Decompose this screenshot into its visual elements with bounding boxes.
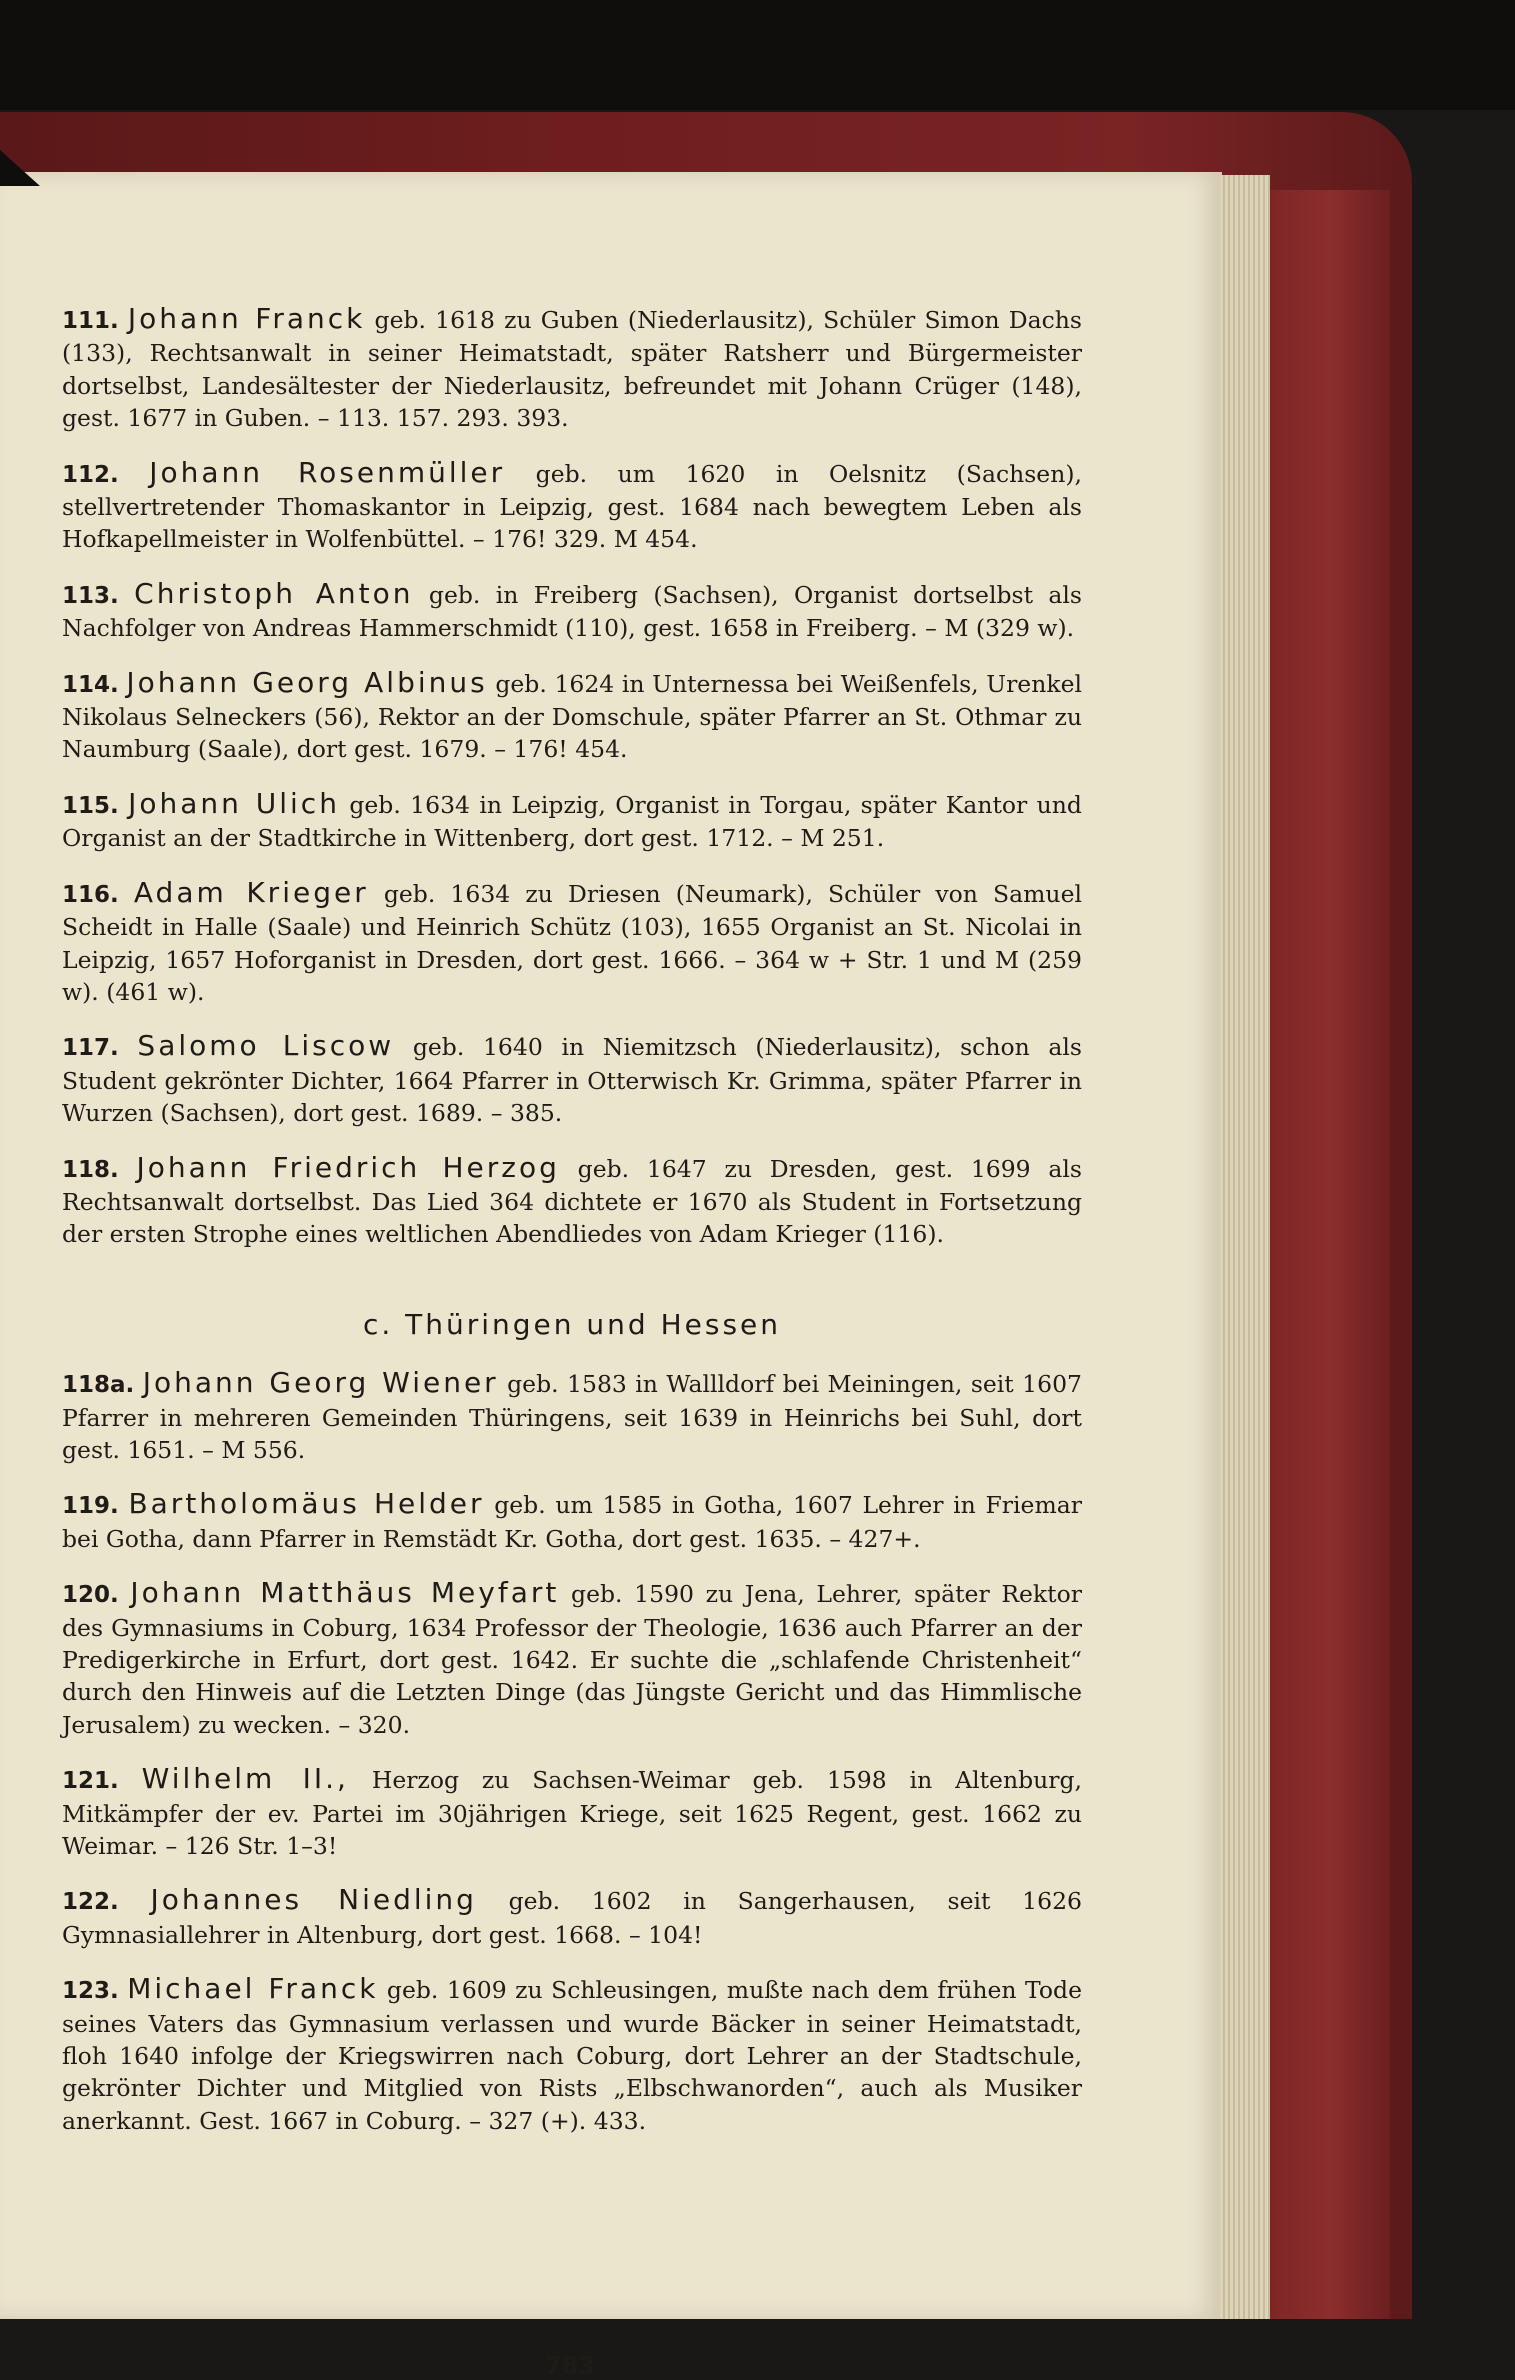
entries-section-b: [62, 303, 1082, 1251]
entry-name: Johann Matthäus Meyfart: [130, 1576, 560, 1610]
entry: [62, 1030, 1082, 1129]
entry-number: 115.: [62, 792, 119, 819]
entry: [62, 1884, 1082, 1951]
entry-name: Salomo Liscow: [137, 1029, 395, 1063]
entry: [62, 578, 1082, 645]
entry-text: geb. in Freiberg (Sachsen), Organist dortselbst als Nachfolger von Andreas Hammerschmidt (110), gest. 1658 in Freiberg. – M (329 w).: [62, 580, 1082, 643]
entry-name: Johann Franck: [127, 302, 366, 335]
page-edges: [1220, 175, 1270, 2319]
entry: [62, 1367, 1082, 1466]
cover-edge: [1270, 190, 1390, 2319]
entry-name: Wilhelm II.,: [141, 1762, 349, 1796]
entry: [62, 1763, 1082, 1862]
entry-text: geb. 1624 in Unternessa bei Weißenfels, Urenkel Nikolaus Selneckers (56), Rektor an der Domschule, später Pfarrer an St. Othmar zu Naumburg (Saale), dort gest. 1679. – 176! 454.: [62, 669, 1083, 764]
entry-number: 114.: [62, 671, 119, 698]
entry-name: Michael Franck: [127, 1972, 379, 2006]
entry: [62, 877, 1082, 1009]
entry-number: 123.: [62, 1978, 119, 2005]
entry-number: 112.: [62, 461, 119, 488]
entry-text: geb. 1609 zu Schleusingen, mußte nach dem frühen Tode seines Vaters das Gymnasium verlassen und wurde Bäcker in seiner Heimatstadt, floh 1640 infolge der Kriegswirren nach Coburg, dort Lehrer an der Stadtschule, gekrönter Dichter und Mitglied von Rists „Elbschwanorden“, auch als Musiker anerkannt. Gest. 1667 in Coburg. – 327 (+). 433.: [62, 1976, 1082, 2135]
entry-number: 113.: [62, 582, 119, 609]
entry: [62, 1973, 1082, 2137]
entry-text: geb. 1602 in Sangerhausen, seit 1626 Gymnasiallehrer in Altenburg, dort gest. 1668. – 104!: [62, 1887, 1082, 1949]
entry: [62, 1152, 1082, 1251]
entries-section-c: [62, 1367, 1082, 2137]
backdrop: [0, 0, 1515, 110]
entry: [62, 1577, 1082, 1741]
entry: [62, 457, 1082, 556]
entry-name: Johann Georg Wiener: [142, 1366, 499, 1400]
entry-name: Johann Georg Albinus: [126, 665, 488, 699]
entry-number: 120.: [62, 1582, 119, 1609]
entry-text: geb. 1647 zu Dresden, gest. 1699 als Rechtsanwalt dortselbst. Das Lied 364 dichtete er 1670 als Student in Fortsetzung der ersten Strophe eines weltlichen Abendliedes von Adam Krieger (116).: [62, 1154, 1082, 1249]
entry-name: Johann Friedrich Herzog: [136, 1150, 560, 1184]
entry-text: geb. 1634 in Leipzig, Organist in Torgau, später Kantor und Organist an der Stadtkirche in Wittenberg, dort gest. 1712. – M 251.: [62, 790, 1082, 853]
entry-name: Bartholomäus Helder: [128, 1487, 485, 1521]
entry-text: geb. 1640 in Niemitzsch (Niederlausitz), schon als Student gekrönter Dichter, 1664 Pfarrer in Otterwisch Kr. Grimma, später Pfarrer in Wurzen (Sachsen), dort gest. 1689. – 385.: [62, 1033, 1082, 1128]
entry-text: geb. um 1620 in Oelsnitz (Sachsen), stellvertretender Thomaskantor in Leipzig, gest. 1684 nach bewegtem Leben als Hofkapellmeister in Wolfenbüttel. – 176! 329. M 454.: [62, 459, 1082, 554]
entry-number: 116.: [62, 881, 119, 908]
entry: [62, 667, 1082, 766]
entry-number: 118a.: [62, 1372, 135, 1399]
entry-text: geb. 1583 in Wallldorf bei Meiningen, seit 1607 Pfarrer in mehreren Gemeinden Thüringens, seit 1639 in Heinrichs bei Suhl, dort gest. 1651. – M 556.: [62, 1370, 1082, 1464]
page-number: 783: [544, 2352, 596, 2380]
section-title: c. Thüringen und Hessen: [362, 1307, 782, 1341]
entry-name: Christoph Anton: [134, 576, 414, 610]
entry-name: Johann Ulich: [128, 786, 340, 820]
entry-number: 119.: [62, 1493, 119, 1520]
entry-name: Adam Krieger: [133, 875, 369, 909]
entry-text: geb. 1590 zu Jena, Lehrer, später Rektor des Gymnasiums in Coburg, 1634 Professor der Theologie, 1636 auch Pfarrer an der Predigerkirche in Erfurt, dort gest. 1642. Er suchte die „schlafende Christenheit“ durch den Hinweis auf die Letzten Dinge (das Jüngste Gericht und das Himmlische Jerusalem) zu wecken. – 320.: [62, 1580, 1083, 1739]
entry-name: Johannes Niedling: [150, 1883, 477, 1917]
entry-number: 121.: [62, 1768, 119, 1795]
entry: [62, 1488, 1082, 1555]
entry-name: Johann Rosenmüller: [149, 455, 506, 489]
entry-number: 118.: [62, 1156, 119, 1183]
entry: [62, 303, 1082, 435]
entry-text: Herzog zu Sachsen-Weimar geb. 1598 in Altenburg, Mitkämpfer der ev. Partei im 30jährigen Kriege, seit 1625 Regent, gest. 1662 zu Weimar. – 126 Str. 1–3!: [62, 1766, 1083, 1861]
entry-number: 111.: [62, 308, 119, 334]
entry-text: geb. 1634 zu Driesen (Neumark), Schüler von Samuel Scheidt in Halle (Saale) und Heinrich Schütz (103), 1655 Organist an St. Nicolai in Leipzig, 1657 Hoforganist in Dresden, dort gest. 1666. – 364 w + Str. 1 und M (259 w). (461 w).: [62, 879, 1082, 1006]
entry-number: 117.: [62, 1035, 119, 1062]
page-text: [62, 303, 1082, 2159]
entry-number: 122.: [62, 1889, 119, 1916]
entry-text: geb. um 1585 in Gotha, 1607 Lehrer in Friemar bei Gotha, dann Pfarrer in Remstädt Kr. Gotha, dort gest. 1635. – 427+.: [62, 1491, 1082, 1553]
entry: [62, 788, 1082, 855]
entry-text: geb. 1618 zu Guben (Niederlausitz), Schüler Simon Dachs (133), Rechtsanwalt in seiner Heimatstadt, später Ratsherr und Bürgermeister dortselbst, Landesältester der Niederlausitz, befreundet mit Johann Crüger (148), gest. 1677 in Guben. – 113. 157. 293. 393.: [62, 306, 1082, 433]
